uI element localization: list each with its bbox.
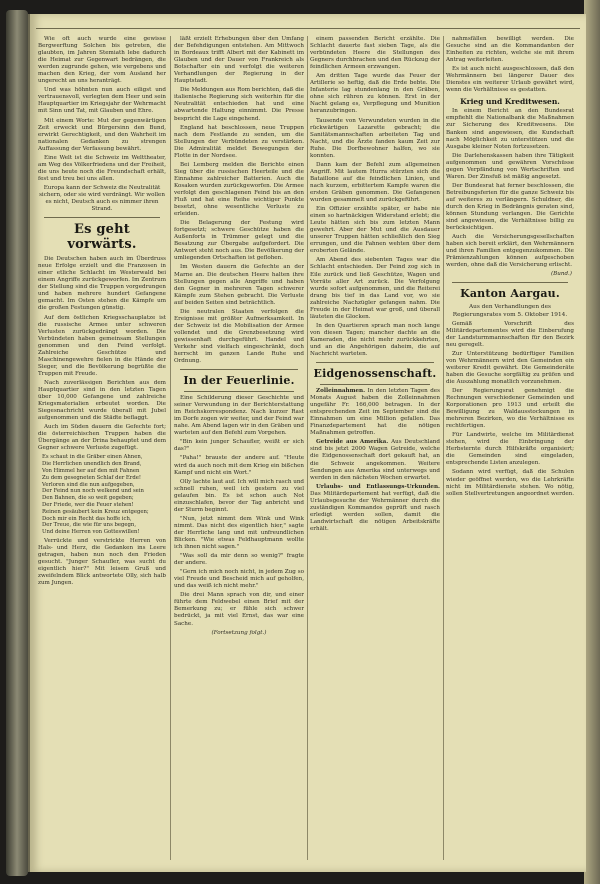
paragraph: nahmsfällen bewilligt werden. Die Gesuche sind an die Kommandanten der Einheiten zu richten, welche sie mit ihrem Antrag weiterleiten. (446, 36, 574, 64)
paragraph: Dann kam der Befehl zum allgemeinen Angriff. Mit lautem Hurra stürzten sich die Bataillone auf die feindlichen Linien, und nach kurzem, erbittertem Kampfe waren die ersten Gräben genommen. Die Gefangenen wurden gesammelt und zurückgeführt. (310, 161, 440, 204)
paragraph: Gemäß Vorschrift des Militärdepartementes wird die Einberufung der Landsturmmannschaften für den Bezirk neu geregelt. (446, 320, 574, 348)
paragraph: Die Belagerung der Festung wird fortgesetzt; schwere Geschütze haben die Außenforts in Trümmer gelegt und die Besatzung zur Übergabe aufgefordert. Die Antwort steht noch aus. Die Bevölkerung der umliegenden Ortschaften ist geflohen. (174, 220, 304, 262)
column-4 (446, 36, 574, 862)
paragraph: Für Landwirte, welche im Militärdienst stehen, wird die Einbringung der Herbsternte durch Hilfskräfte organisiert; die Gemeinden sind eingeladen, entsprechende Listen anzulegen. (446, 432, 574, 467)
paragraph: In einem Bericht an den Bundesrat empfiehlt die Nationalbank die Maßnahmen zur Sicherung des Kreditwesens. Die Banken sind angewiesen, die Kundschaft nach Möglichkeit zu unterstützen und die Ausgabe kleiner Noten fortzusetzen. (446, 108, 574, 150)
quote: Europa kann der Schweiz die Neutralität sichern, oder sie wird verdrängt. Wir wollen es nicht, Deutsch auch es nimmer ihren Strand. (39, 184, 165, 213)
paragraph: Auf dem östlichen Kriegsschauplatze ist die russische Armee unter schweren Verlusten zurückgedrängt worden. Die Verbündeten haben gemeinsam Stellungen genommen und den Feind verfolgt. Zahlreiche Geschütze und Maschinengewehre fielen in die Hände der Sieger, und die Bevölkerung begrüßte die Truppen mit Freude. (38, 314, 166, 377)
paragraph: England hat beschlossen, neue Truppen nach dem Festlande zu senden, um die Stellungen der Verbündeten zu verstärken. Die Admiralität meldet Bewegungen der Flotte in der Nordsee. (174, 124, 304, 159)
poem-line: Doch mir ein Recht das hoffe ich, (42, 515, 132, 522)
paragraph: Tausende von Verwundeten wurden in die rückwärtigen Lazarette gebracht; die Sanitätsmannschaften arbeiteten Tag und Nacht, und die Ärzte fanden kaum Zeit zur Ruhe. Die Dorfbewohner halfen, wo sie konnten. (310, 117, 440, 159)
paragraph: Verrückte und verstrickte Herren von Hals- und Herz, die Gedanken ins Leere getragen, haben nun noch den Frieden gesucht. "Junger Schaufler, was sucht du eigentlich hier?" Mit leisem Gruß und zweifelndem Blick antwortete Olly, sich halb zum Jungen. (38, 537, 166, 587)
poem-line: Reinen gesäubert kein Kreuz entgegen; (42, 508, 149, 515)
continuation-note: (Fortsetzung folgt.) (211, 629, 267, 636)
paragraph: Am Abend des siebenten Tages war die Schlacht entschieden. Der Feind zog sich in Eile zurück und ließ Geschütze, Wagen und Vorräte aller Art zurück. Die Verfolgung wurde sofort aufgenommen, und die Reiterei drang bis tief in das Land vor, wo sie zahlreiche Nachzügler gefangen nahm. Die Freude in der Heimat war groß, und überall läuteten die Glocken. (310, 257, 440, 320)
column-rule (443, 36, 444, 860)
paragraph: Mit einem Worte: Mut der gegenwärtigen Zeit erweckt und Bürgersinn den Bund, erwirkt Gerechtigkeit, und den Wahrheit im nationalen Gedanken zu strengen Auffassung der Verfassung bewährt. (38, 117, 166, 152)
paragraph: Die Deutschen haben auch im Überdruss neue Erfolge erzielt und die Franzosen in einer etliche Schlacht im Westerwald bei einem Angriffe zurückgeworfen. Im Zentrum der Stellung sind die Truppen vorgedrungen und haben mehrere hundert Gefangene gemacht. Im Osten stehen die Kämpfe um die großen Festungen günstig. (38, 256, 166, 312)
poem-line: Von Himmel her auf den mit Fahnen (42, 467, 140, 474)
page-edge (584, 0, 600, 884)
column-3 (310, 36, 440, 862)
subsection-title: Krieg und Kreditwesen. (460, 97, 560, 107)
column-1 (38, 36, 166, 862)
news-item (310, 388, 440, 437)
paragraph: Und was höhnten nun auch eiligst und vertrauensvoll, verlegten dem Heer und sein Hauptquartier im Kriegsjahr der Wehrmacht mit Sinn und Tat, mit Glauben und Ehre. (38, 87, 166, 115)
column-2 (174, 36, 304, 862)
paragraph: Ein Offizier erzählte später, er habe nie einen so hartnäckigen Widerstand erlebt; die Leute hätten sich bis zum letzten Mann gewehrt. Aber der Mut und die Ausdauer unserer Truppen hätten schließlich den Sieg errungen, und die Fahnen wehten über dem eroberten Gelände. (310, 206, 440, 255)
poem-line: Und deine Herren von Gotteswillen! (42, 529, 140, 536)
paragraph: Auch die Versicherungsgesellschaften haben sich bereit erklärt, den Wehrmännern und ihren Familien entgegenzukommen. Die Prämienzahlungen können aufgeschoben werden, ohne daß die Versicherung erlischt. (446, 234, 574, 269)
paragraph: Im Westen dauern die Gefechte an der Marne an. Die deutschen Heere halten ihre Stellungen gegen alle Angriffe und haben den Gegner in mehreren Tagen schwerer Kämpfe zum Stehen gebracht. Die Verluste auf beiden Seiten sind beträchtlich. (174, 264, 304, 306)
column-rule (170, 36, 171, 860)
paragraph: In den Quartieren sprach man noch lange von diesen Tagen; mancher dachte an die Kameraden, die nicht mehr zurückkehrten, und an die Angehörigen daheim, die auf Nachricht warteten. (310, 322, 440, 358)
paragraph: Eine Welt ist die Schweiz im Welttheater, am Weg des Völkerfriedens und der Freiheit, die uns heute noch die Freundschaft erhält, fest und treu bei uns allen. (38, 154, 166, 182)
separator (184, 391, 294, 392)
poem-line: Die Herrlichen unendlich den Brand, (42, 461, 142, 468)
section-title: Kanton Aargau. (460, 287, 560, 301)
news-item-lead: Getreide aus Amerika. (316, 439, 389, 446)
news-item-text: In den letzten Tagen des Monats August haben die Zolleinnahmen ungefähr Fr. 166,000 betragen. In der entsprechenden Zeit im September sind die Einnahmen um eine Million gefallen. Das Finanzdepartement hat die nötigen Maßnahmen getroffen. (310, 388, 440, 437)
poem-line: Den Bahnen, die so weit gegeben; (42, 495, 134, 502)
paragraph: Die drei Mann sprach von dir, und einer führte dem Feldwebel einen Brief mit der Bemerkung zu; er fühle sich schwer bedrückt, ja mit viel Ernst, das war eine Sache. (174, 592, 304, 627)
paragraph: Am dritten Tage wurde das Feuer der Artillerie so heftig, daß die Erde bebte. Die Infanterie lag stundenlang in den Gräben, ohne sich rühren zu können. Erst in der Nacht gelang es, Verpflegung und Munition heranzubringen. (310, 73, 440, 115)
paragraph: Wie oft auch wurde eine gewisse Bergwerftung Solchen bis getreten, die glaubten, im Jahren Stemiath lebe dadurch die Heimat zur Gegenwart bedrängen, die werden zugrunde gehen, wie vergebens und machen den Krieg, der vom Ausland her ungerecht an uns heranträgt. (38, 36, 166, 85)
paragraph: Eine Schilderung dieser Geschichte und seiner Verwundung in der Berichterstattung im Reichskorrespondenz. Nach kurzer Rast im Dorfe zogen wir weiter, und der Feind war nahe. Am Abend lagen wir in den Gräben und warteten auf den Befehl zum Vorgehen. (174, 395, 304, 437)
poem-line: Der Feind nun noch welkend und sein (42, 488, 144, 495)
poem-line: Es schaut in die Gräber einen Ahnen, (42, 454, 143, 461)
poem-line: Der Friede, wer die Feuer stehen! (42, 501, 134, 508)
newspaper-page (28, 14, 586, 872)
separator (320, 384, 430, 385)
paragraph: "Bin kein junger Schaufler, weißt er sich das?" (174, 439, 304, 453)
paragraph: "Paha!" brauste der andere auf. "Heute wird da auch noch mit dem Krieg ein bißchen Kampf und nicht ein Wort." (174, 455, 304, 476)
separator (452, 282, 568, 283)
section-title: Eidgenossenschaft. (313, 367, 437, 381)
paragraph: Die neutralen Staaten verfolgen die Ereignisse mit größter Aufmerksamkeit. In der Schweiz ist die Mobilisation der Armee vollendet und die Grenzbesetzung wird gewissenhaft durchgeführt. Handel und Verkehr sind vielfach eingeschränkt, doch herrscht im ganzen Lande Ruhe und Ordnung. (174, 308, 304, 365)
poem (42, 454, 166, 536)
column-rule (307, 36, 308, 860)
separator (316, 362, 434, 363)
paragraph: Zur Unterstützung bedürftiger Familien von Wehrmännern wird den Gemeinden ein weiterer Kredit gewährt. Die Gemeinderäte haben die Gesuche sorgfältig zu prüfen und die Auszahlung monatlich vorzunehmen. (446, 350, 574, 385)
source-signature: (Bund.) (550, 271, 572, 278)
article-title: Es geht vorwärts. (67, 222, 137, 253)
news-item-lead: Urlaubs- und Entlassungs-Urkunden. (316, 483, 440, 490)
feuilleton-title: In der Feuerlinie. (183, 374, 295, 388)
paragraph: Auch im Süden dauern die Gefechte fort; die österreichischen Truppen haben die Übergänge an der Drina behauptet und dem Gegner schwere Verluste zugefügt. (38, 424, 166, 452)
book-spine (6, 10, 28, 876)
paragraph: Olly lachte laut auf. Ich will mich rasch und schnell ruhen, weil ich gestern zu viel gelaufen bin. Es ist schon auch Not einzuschlafen, bevor der Tag anbricht und der Sturm beginnt. (174, 478, 304, 513)
poem-line: Verloren sind die nun aufgegeben, (42, 481, 135, 488)
paragraph: Der Regierungsrat genehmigt die Rechnungen verschiedener Gemeinden und Korporationen pro 1913 und erteilt die Bewilligung zu Waldausstockungen in mehreren Bezirken, wo die Verhältnisse es rechtfertigen. (446, 387, 574, 430)
paragraph: Es ist auch nicht ausgeschlossen, daß den Wehrmännern bei längerer Dauer des Dienstes ein weiterer Urlaub gewährt wird, wenn die Verhältnisse es gestatten. (446, 66, 574, 94)
header-rule (36, 28, 580, 29)
paragraph: "Gern ich mich noch nicht, in jedem Zug so viel Freude und Bescheid mich auf geholfen, und das weiß ich nicht mehr." (174, 569, 304, 590)
paragraph: "Was soll da mir denn so wenig?" fragte der andere. (174, 553, 304, 567)
paragraph: Nach zuverlässigen Berichten aus dem Hauptquartier sind in den letzten Tagen über 10,000 Gefangene und zahlreiche Kriegsmaterialien erbeutet worden. Die Siegesnachricht wurde überall mit Jubel aufgenommen und die Städte beflaggt. (38, 379, 166, 422)
separator (180, 369, 298, 370)
news-item-text: Das Militärdepartement hat verfügt, daß die Urlaubsgesuche der Wehrmänner durch die zuständigen Kommandos geprüft und rasch erledigt werden sollen, damit die Landwirtschaft die nötigen Arbeitskräfte erhält. (310, 490, 440, 532)
paragraph: Die Darlehenskassen haben ihre Tätigkeit aufgenommen und gewähren Vorschüsse gegen Verpfändung von Wertschriften und Waren. Der Zinsfuß ist mäßig angesetzt. (446, 152, 574, 180)
paragraph: Der Bundesrat hat ferner beschlossen, die Betreibungsferien für die ganze Schweiz bis auf weiteres zu verlängern. Schuldner, die durch den Krieg in Bedrängnis geraten sind, können Stundung verlangen. Die Gerichte sind angewiesen, die Verhältnisse billig zu berücksichtigen. (446, 182, 574, 232)
poem-line: Zu dem gesegneten Schlaf der Erde! (42, 474, 141, 481)
poem-line: Der Treue, die wie für uns begegn, (42, 522, 137, 529)
section-subtitle: Aus den Verhandlungen des Regierungsrates vom 5. Oktober 1914. (452, 304, 568, 318)
paragraph: Die Meldungen aus Rom berichten, daß die italienische Regierung sich weiterhin für die Neutralität entschieden hat und eine abwartende Haltung einnimmt. Die Presse bespricht die Lage eingehend. (174, 87, 304, 122)
news-item-text: Aus Deutschland sind bis jetzt 2000 Wagen Getreide, welche die Eidgenossenschaft dort gekauft hat, an die Schweiz angekommen. Weitere Sendungen aus Amerika sind unterwegs und werden in den nächsten Wochen erwartet. (310, 439, 440, 481)
paragraph: läßt erzielt Erhebungen über den Umfang der Befehdigungen entstehen. Am Mittwoch in Bordeaux trifft Albert mit der Kabinett im Glauben und der Dauer von Frankreich als Botschafter ein und verfolgt die weiteren Verhandlungen der Regierung in der Hauptstadt. (174, 36, 304, 85)
paragraph: Bei Lemberg melden die Berichte einen Sieg über die russischen Heerteile und die Einnahme zahlreicher Batterien. Auch die Kosaken wurden zurückgeworfen. Die Armee verfolgt den geschlagenen Feind bis an den Fluß und hat eine Reihe wichtiger Punkte besetzt, ohne wesentliche Verluste zu erleiden. (174, 161, 304, 218)
news-item (310, 484, 440, 533)
separator (44, 217, 160, 218)
news-item (310, 439, 440, 481)
paragraph: einem passenden Bericht erzählte. Die Schlacht dauerte fast sieben Tage, als die verbündeten Heere die Stellungen des Gegners durchbrachen und den Rückzug der feindlichen Armeen erzwangen. (310, 36, 440, 71)
paragraph: Sodann wird verfügt, daß die Schulen wieder geöffnet werden, wo die Lehrkräfte nicht im Militärdienste stehen. Wo nötig, sollen Stellvertretungen angeordnet werden. (446, 469, 574, 497)
paragraph: "Nun, jetzt nimmt dem Wink und Wink nimmt. Das nicht des eigentlich hier," sagte der Herrliche lang und mit unfreundlichen Blicken. "Wie etwas Feldhauptmann wollte ich ihnen nicht sagen." (174, 515, 304, 551)
news-item-lead: Zolleinnahmen. (316, 388, 366, 395)
